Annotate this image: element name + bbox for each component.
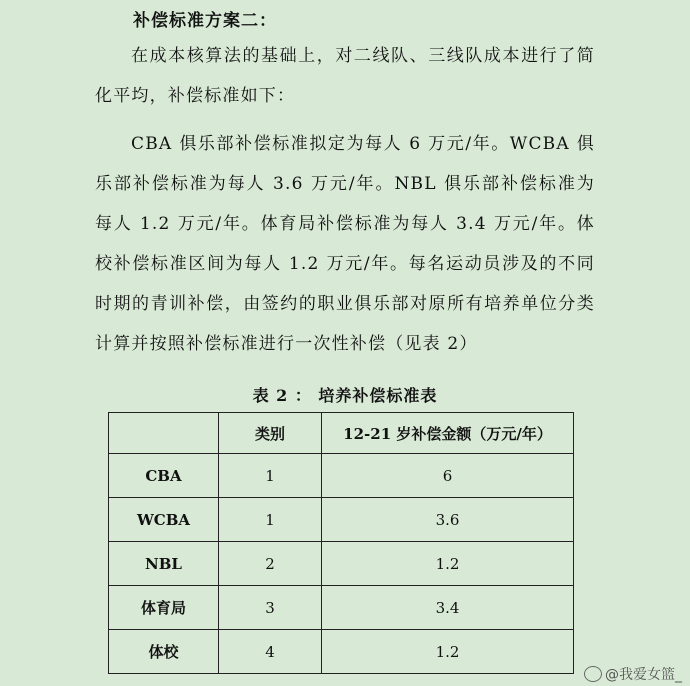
header-cell-amount: 12-21 岁补偿金额（万元/年） xyxy=(322,413,574,454)
row-category: 4 xyxy=(219,630,322,674)
compensation-table xyxy=(108,412,574,674)
row-amount: 3.4 xyxy=(322,586,574,630)
row-amount: 6 xyxy=(322,454,574,498)
intro-paragraph: 在成本核算法的基础上，对二线队、三线队成本进行了简化平均，补偿标准如下： xyxy=(95,46,595,106)
header-cell-blank xyxy=(109,413,219,454)
row-category: 3 xyxy=(219,586,322,630)
row-category: 1 xyxy=(219,454,322,498)
table-row xyxy=(109,586,574,630)
row-category: 1 xyxy=(219,498,322,542)
table-row xyxy=(109,542,574,586)
row-amount: 1.2 xyxy=(322,542,574,586)
table-caption: 表 2 ： 培养补偿标准表 xyxy=(252,386,438,405)
header-cell-category: 类别 xyxy=(219,413,322,454)
row-amount: 3.6 xyxy=(322,498,574,542)
watermark-text: @我爱女篮_ xyxy=(605,667,682,683)
table-row xyxy=(109,454,574,498)
row-name: 体育局 xyxy=(109,586,219,630)
section-heading: 补偿标准方案二： xyxy=(133,11,277,31)
standard-paragraph: CBA 俱乐部补偿标准拟定为每人 6 万元/年。WCBA 俱乐部补偿标准为每人 3.6 万元/年。NBL 俱乐部补偿标准为每人 1.2 万元/年。体育局补偿标准为每人 3.4 万元/年。体校补偿标准区间为每人 1.2 万元/年。每名运动员涉及的不同时期的青训补偿，由签约的职业俱乐部对原所有培养单位分类计算并按照补偿标准进行一次性补偿（见表 2） xyxy=(95,134,595,354)
row-name: 体校 xyxy=(109,630,219,674)
table-row xyxy=(109,630,574,674)
row-category: 2 xyxy=(219,542,322,586)
table-row xyxy=(109,498,574,542)
weibo-icon xyxy=(584,666,602,682)
watermark xyxy=(584,664,682,684)
table-header-row xyxy=(109,413,574,454)
row-name: NBL xyxy=(109,542,219,586)
row-name: CBA xyxy=(109,454,219,498)
row-amount: 1.2 xyxy=(322,630,574,674)
row-name: WCBA xyxy=(109,498,219,542)
